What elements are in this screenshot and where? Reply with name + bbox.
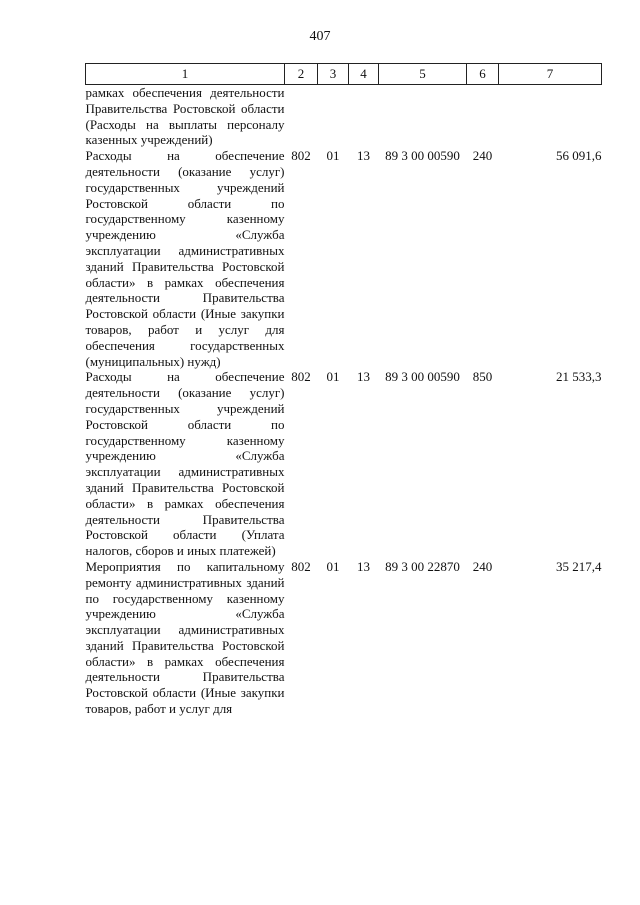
row-description: рамках обеспечения деятельности Правительства Ростовской области (Расходы на выплаты персоналу казенных учреждений) xyxy=(85,85,285,148)
row-subsection-code: 13 xyxy=(357,369,370,385)
row-section-code: 01 xyxy=(326,558,340,574)
table-row xyxy=(86,85,602,149)
row-expense-type: 850 xyxy=(472,369,493,385)
column-header-7: 7 xyxy=(499,64,602,85)
row-ministry-code: 802 xyxy=(291,369,311,385)
row-expense-type: 240 xyxy=(472,558,493,574)
row-ministry-code xyxy=(285,85,318,149)
column-header-row xyxy=(86,64,602,85)
row-target-article: 89 3 00 22870 xyxy=(385,558,460,574)
row-amount xyxy=(499,85,602,149)
row-amount: 56 091,6 xyxy=(556,148,602,164)
row-section-code: 01 xyxy=(326,148,340,164)
column-header-2: 2 xyxy=(285,64,318,85)
row-subsection-code: 13 xyxy=(357,558,370,574)
row-expense-type: 240 xyxy=(472,148,493,164)
row-subsection-code xyxy=(349,85,379,149)
table-row xyxy=(86,369,602,559)
column-header-6: 6 xyxy=(467,64,499,85)
budget-table xyxy=(85,63,602,717)
row-description: Расходы на обеспечение деятельности (оказание услуг) государственных учреждений Ростовской области по государственному казенному учреждению «Служба эксплуатации административных зданий Правительства Ростовской области» в рамках обеспечения деятельности Правительства Ростовской области (Иные закупки товаров, работ и услуг для обеспечения государственных (муниципальных) нужд) xyxy=(85,148,285,369)
row-target-article: 89 3 00 00590 xyxy=(385,148,460,164)
table-row xyxy=(86,148,602,369)
row-section-code xyxy=(318,85,349,149)
row-description: Мероприятия по капитальному ремонту административных зданий по государственному казенному учреждению «Служба эксплуатации административных зданий Правительства Ростовской области» в рамках обеспечения деятельности Правительства Ростовской области (Иные закупки товаров, работ и услуг для xyxy=(85,558,285,717)
row-expense-type xyxy=(467,85,499,149)
page-number: 407 xyxy=(309,29,331,44)
column-header-1: 1 xyxy=(86,64,285,85)
column-header-3: 3 xyxy=(318,64,349,85)
column-header-5: 5 xyxy=(379,64,467,85)
row-section-code: 01 xyxy=(326,369,340,385)
row-amount: 35 217,4 xyxy=(556,558,602,574)
row-amount: 21 533,3 xyxy=(556,369,602,385)
row-target-article: 89 3 00 00590 xyxy=(385,369,460,385)
row-subsection-code: 13 xyxy=(357,148,370,164)
row-ministry-code: 802 xyxy=(291,558,311,574)
row-description: Расходы на обеспечение деятельности (оказание услуг) государственных учреждений Ростовской области по государственному казенному учреждению «Служба эксплуатации административных зданий Правительства Ростовской области» в рамках обеспечения деятельности Правительства Ростовской области (Уплата налогов, сборов и иных платежей) xyxy=(85,369,285,559)
column-header-4: 4 xyxy=(349,64,379,85)
row-ministry-code: 802 xyxy=(291,148,311,164)
table-row xyxy=(86,559,602,717)
row-target-article xyxy=(379,85,467,149)
